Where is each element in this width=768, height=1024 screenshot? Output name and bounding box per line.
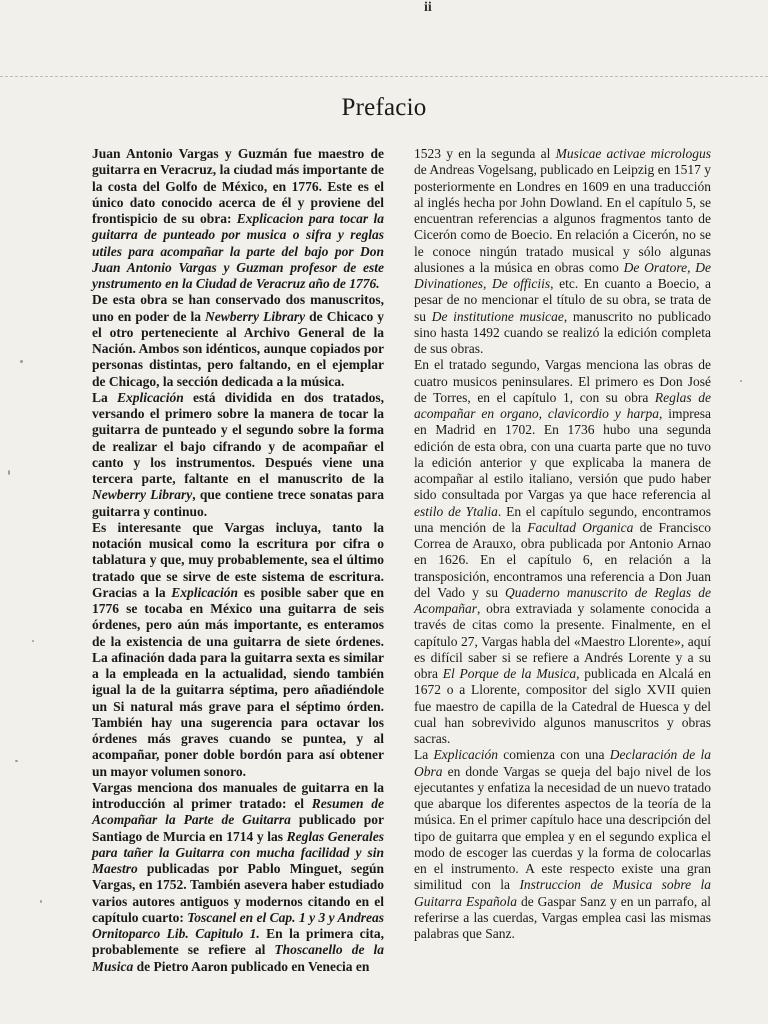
header-rule	[0, 76, 768, 77]
paragraph: En el tratado segundo, Vargas menciona las obras de cuatro musicos peninsulares. El primero es Don José de Torres, en el capítulo 1, con su obra Reglas de acompañar en organo, clavicordio y harpa, impresa en Madrid en 1702. En 1736 hubo una segunda edición de esta obra, con una cuarta parte que no tuvo la edición anterior y que explicaba la manera de acompañar al estilo italiano, versión que pudo haber sido consultada por Vargas ya que hace referencia al estilo de Ytalia. En el capítulo segundo, encontramos una mención de la Facultad Organica de Francisco Correa de Arauxo, obra publicada por Antonio Arnao en 1626. En el capítulo 6, en relación a la transposición, encontramos una referencia a Don Juan del Vado y su Quaderno manuscrito de Reglas de Acompañar, obra extraviada y solamente conocida a través de citas como la presente. Finalmente, en el capítulo 27, Vargas habla del «Maestro Llorente», aquí es difícil saber si se refiere a Andrés Lorente y a su obra El Porque de la Musica, publicada en Alcalá en 1672 o a Llorente, compositor del siglo XVII quien fue maestro de capilla de la Catedral de Huesca y del cual han sobrevivido algunos manuscritos y obras sacras.	[414, 357, 711, 746]
italic-title: Musicae activae micrologus	[555, 146, 711, 161]
scan-speck	[20, 360, 23, 363]
italic-title: Toscanel en el Cap. 1 y 3 y Andreas Ornitoparco Lib. Capitulo 1.	[92, 909, 384, 941]
italic-title: Declaración de la Obra	[414, 747, 711, 779]
italic-title: El Porque de la Musica	[442, 666, 577, 681]
paragraph: De esta obra se han conservado dos manuscritos, uno en poder de la Newberry Library de Chicaco y el otro perteneciente al Archivo General de la Nación. Ambos son idénticos, aunque copiados por personas distintas, pero faltando, en el ejemplar de Chicago, la sección dedicada a la música.	[92, 292, 384, 389]
top-mark: ii	[424, 0, 432, 15]
scan-speck	[8, 470, 10, 475]
paragraph: Vargas menciona dos manuales de guitarra en la introducción al primer tratado: el Resumen de Acompañar la Parte de Guitarra publicado por Santiago de Murcia en 1714 y las Reglas Generales para tañer la Guitarra con mucha facilidad y sin Maestro publicadas por Pablo Minguet, según Vargas, en 1752. También asevera haber estudiado varios autores antiguos y modernos citando en el capítulo cuarto: Toscanel en el Cap. 1 y 3 y Andreas Ornitoparco Lib. Capitulo 1. En la primera cita, probablemente se refiere al Thoscanello de la Musica de Pietro Aaron publicado en Venecia en	[92, 779, 384, 974]
italic-title: Reglas Generales para tañer la Guitarra con mucha facilidad y sin Maestro	[92, 828, 384, 876]
italic-title: Newberry Library	[205, 308, 306, 324]
italic-title: Quaderno manuscrito de Reglas de Acompañar	[414, 584, 711, 616]
italic-title: Reglas de acompañar en organo, clavicordio y harpa	[414, 389, 711, 421]
paragraph: Juan Antonio Vargas y Guzmán fue maestro de guitarra en Veracruz, la ciudad más importante de la costa del Golfo de México, en 1776. Este es el único dato conocido acerca de él y proviene del frontispicio de su obra: Explicacion para tocar la guitarra de punteado por musica o sifra y reglas utiles para acompañar la parte del bajo por Don Juan Antonio Vargas y Guzman profesor de este ynstrumento en la Ciudad de Veracruz año de 1776.	[92, 146, 385, 291]
scan-speck	[32, 640, 34, 642]
italic-title: Explicación	[433, 747, 498, 763]
paragraph: La Explicación está dividida en dos tratados, versando el primero sobre la manera de tocar la guitarra de punteado y el segundo sobre la forma de realizar el bajo cifrando y de acompañar el canto y los instrumentos. Después viene una tercera parte, faltante en el manuscrito de la Newberry Library, que contiene trece sonatas para guitarra y continuo.	[92, 389, 384, 519]
left-column	[92, 146, 384, 975]
scan-speck	[740, 380, 742, 382]
italic-title: De institutione musicae	[431, 308, 564, 324]
italic-title: estilo de Ytalia	[414, 503, 498, 519]
italic-title: Thoscanello de la Musica	[92, 942, 384, 974]
paragraph: Es interesante que Vargas incluya, tanto la notación musical como la escritura por cifra o tablatura y que, muy probablemente, sea el último tratado que se sirve de este sistema de escritura. Gracias a la Explicación es posible saber que en 1776 se tocaba en México una guitarra de seis órdenes, pero aún más importante, es enteramos de la existencia de una guitarra de siete órdenes. La afinación dada para la guitarra sexta es similar a la empleada en la actualidad, siendo también igual la de la guitarra séptima, pero añadiéndole un Si natural más grave para el séptimo órden. También hay una sugerencia para octavar los órdenes más graves cuando se puntea, y al acompañar, poner doble bordón para así obtener un mayor volumen sonoro.	[92, 519, 384, 779]
italic-title: Facultad Organica	[527, 519, 634, 535]
scan-speck	[40, 900, 42, 903]
italic-title: Explicación	[116, 389, 184, 405]
italic-title: Instruccion de Musica sobre la Guitarra Española	[414, 877, 711, 909]
page-title: Prefacio	[341, 94, 427, 121]
scan-speck	[15, 760, 18, 762]
italic-title: De Oratore, De Divinationes, De officiis	[414, 259, 711, 291]
right-column	[414, 146, 711, 942]
paragraph: 1523 y en la segunda al Musicae activae micrologus de Andreas Vogelsang, publicado en Leipzig en 1517 y posteriormente en Londres en 1609 en una traducción al inglés hecha por John Dowland. En el capítulo 5, se encuentran referencias a algunos fragmentos tanto de Cicerón como de Boecio. En relación a Cicerón, no se le conoce ningún tratado musical y sólo algunas alusiones a la música en obras como De Oratore, De Divinationes, De officiis, etc. En cuanto a Boecio, a pesar de no mencionar el título de su obra, se trata de su De institutione musicae, manuscrito no publicado sino hasta 1492 cuando se realizó la edición completa de sus obras.	[414, 146, 711, 356]
italic-title: Newberry Library	[92, 487, 193, 503]
italic-title: Explicacion para tocar la guitarra de punteado por musica o sifra y reglas utiles para acompañar la parte del bajo por Don Juan Antonio Vargas y Guzman profesor de este ynstrumento en la Ciudad de Veracruz año de 1776.	[92, 211, 385, 291]
italic-title: Resumen de Acompañar la Parte de Guitarra	[92, 796, 384, 828]
italic-title: Explicación	[171, 584, 239, 600]
paragraph: La Explicación comienza con una Declaración de la Obra en donde Vargas se queja del bajo nivel de los ejecutantes y enfatiza la necesidad de un nuevo tratado que abarque los diferentes aspectos de la teoría de la música. En el primer capítulo hace una descripción del tipo de guitarra que emplea y en el segundo explica el modo de escoger las cuerdas y la forma de colocarlas en el instrumento. A este respecto existe una gran similitud con la Instruccion de Musica sobre la Guitarra Española de Gaspar Sanz y en un parrafo, al referirse a las cuerdas, Vargas emplea casi las mismas palabras que Sanz.	[414, 747, 712, 941]
